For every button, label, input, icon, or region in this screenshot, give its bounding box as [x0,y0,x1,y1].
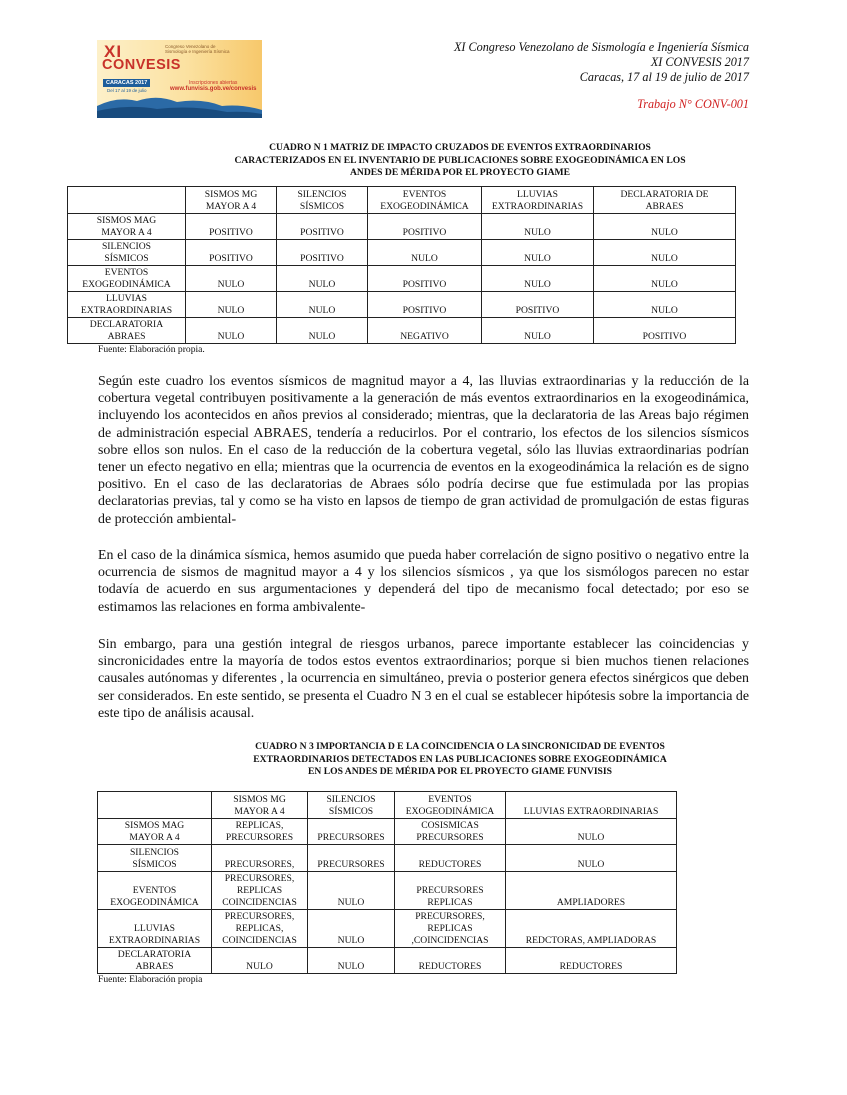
table-cell: POSITIVO [186,240,277,266]
table-cell: REDUCTORES [506,948,677,974]
column-header: SISMOS MG MAYOR A 4 [212,792,308,819]
table-cell: PRECURSORES, REPLICAS COINCIDENCIAS [212,872,308,910]
caption-line: CARACTERIZADOS EN EL INVENTARIO DE PUBLICACIONES SOBRE EXOGEODINÁMICA EN LOS [234,154,686,166]
convesis-logo [97,40,262,118]
table-corner-cell [98,792,212,819]
table-cell: NULO [594,240,736,266]
column-header: LLUVIAS EXTRAORDINARIAS [482,187,594,214]
caption-line: CUADRO N 3 IMPORTANCIA D E LA COINCIDENCIA O LA SINCRONICIDAD DE EVENTOS [255,741,665,752]
table-cell: NULO [308,910,395,948]
column-header: LLUVIAS EXTRAORDINARIAS [506,792,677,819]
table-row [98,872,677,910]
table-cell: NULO [482,266,594,292]
table-cell: PRECURSORES, [212,845,308,872]
row-header: SILENCIOS SÍSMICOS [68,240,186,266]
row-header: DECLARATORIA ABRAES [98,948,212,974]
table-cell: NULO [506,819,677,845]
table-cell: PRECURSORES, REPLICAS ,COINCIDENCIAS [395,910,506,948]
table-cell: POSITIVO [186,214,277,240]
table-cell: REDUCTORES [395,845,506,872]
table-cell: PRECURSORES [308,819,395,845]
table-cell: NULO [186,292,277,318]
table-cell: REDUCTORES [395,948,506,974]
table-cell: NULO [277,266,368,292]
table-cell: POSITIVO [368,266,482,292]
conference-title: XI Congreso Venezolano de Sismología e Ingeniería Sísmica [453,40,749,54]
table3-caption [170,741,750,779]
logo-inscriptions: Inscripciones abiertas [189,80,238,86]
table-row [68,214,736,240]
caption-line: CUADRO N 1 MATRIZ DE IMPACTO CRUZADOS DE EVENTOS EXTRAORDINARIOS [269,142,651,153]
table-cell: NULO [368,240,482,266]
table1-source: Fuente: Elaboración propia. [98,344,205,355]
paragraph: Sin embargo, para una gestión integral de riesgos urbanos, parece importante establecer las coincidencias y sincronicidades entre la mayoría de todos estos eventos extraordinarios; porque si bien muchos tienen relaciones causales autónomas y diferentes , la ocurrencia en simultáneo, previa o posterior genera efectos sinérgicos que deben ser considerados. En este sentido, se presenta el Cuadro N 3 en el cual se establecer hipótesis sobre la importancia de este tipo de análisis acausal. [98,637,749,721]
column-header: DECLARATORIA DE ABRAES [594,187,736,214]
table-cell: NULO [482,318,594,344]
caption-line: EXTRAORDINARIOS DETECTADOS EN LAS PUBLICACIONES SOBRE EXOGEODINÁMICA [253,753,667,765]
column-header: SISMOS MG MAYOR A 4 [186,187,277,214]
conference-dates: Caracas, 17 al 19 de julio de 2017 [579,70,749,84]
row-header: SISMOS MAG MAYOR A 4 [98,819,212,845]
column-header: EVENTOS EXOGEODINÁMICA [368,187,482,214]
table-row [68,318,736,344]
table-cell: PRECURSORES, REPLICAS, COINCIDENCIAS [212,910,308,948]
table-row [98,948,677,974]
caption-line: EN LOS ANDES DE MÉRIDA POR EL PROYECTO GIAME FUNVISIS [308,766,612,777]
table-cell: NULO [186,318,277,344]
table-row [98,910,677,948]
row-header: LLUVIAS EXTRAORDINARIAS [68,292,186,318]
row-header: DECLARATORIA ABRAES [68,318,186,344]
row-header: EVENTOS EXOGEODINÁMICA [98,872,212,910]
row-header: EVENTOS EXOGEODINÁMICA [68,266,186,292]
table-row [68,240,736,266]
conference-edition: XI CONVESIS 2017 [650,55,749,69]
table-cell: NULO [482,240,594,266]
column-header: EVENTOS EXOGEODINÁMICA [395,792,506,819]
table-cell: POSITIVO [368,292,482,318]
table-cell: NULO [277,292,368,318]
table-header-row [68,187,736,214]
mountain-icon [97,92,262,118]
table-row [68,292,736,318]
table-cell: NULO [594,292,736,318]
table3-coincidence-matrix [97,791,677,974]
column-header: SILENCIOS SÍSMICOS [277,187,368,214]
logo-badge: CARACAS 2017 [103,79,150,87]
table-row [68,266,736,292]
table-cell: NULO [594,214,736,240]
column-header: SILENCIOS SÍSMICOS [308,792,395,819]
paragraph: En el caso de la dinámica sísmica, hemos asumido que pueda haber correlación de signo positivo o negativo entre la ocurrencia de sismos de magnitud mayor a 4 y los silencios sísmicos , ya que los sismólogos parecen no estar todavía de acuerdo en sus argumentaciones y dependerá del tipo de mecanismo focal detectado; por eso se estimamos las relaciones en forma ambivalente- [98,548,749,615]
table-corner-cell [68,187,186,214]
paragraph: Según este cuadro los eventos sísmicos de magnitud mayor a 4, las lluvias extraordinarias y la reducción de la cobertura vegetal contribuyen positivamente a la generación de más eventos extraordinarios en la exogeodinámica, incluyendo los acontecidos en años previos al considerado; mientras, que la declaratoria de las Areas bajo régimen de administración especial ABRAES, tendería a reducirlos. Por el contrario, los efectos de los silencios sísmicos sobre ellos son nulos. En el caso de la reducción de la cobertura vegetal, sólo las lluvias extraordinarias podrían tener un efecto negativo en ella; mientras que la ocurrencia de eventos en la exogeodinámica la relación es de signo positivo. En el caso de las declaratorias de Abraes sólo podría decirse que fue estimulada por las propias declaratorias previas, tal y como se ha visto en lapsos de tiempo de gran actividad de promulgación de estas figuras de protección ambiental- [98,374,749,527]
table-cell: AMPLIADORES [506,872,677,910]
table-cell: NULO [186,266,277,292]
table-cell: NULO [212,948,308,974]
table-cell: NULO [594,266,736,292]
logo-congress-text: Congreso Venezolano de Sismología e Ingeniería Sísmica [165,44,230,54]
table-cell: NULO [308,948,395,974]
logo-dates: Del 17 al 19 de julio [107,88,147,93]
table-cell: POSITIVO [482,292,594,318]
table-cell: COSISMICAS PRECURSORES [395,819,506,845]
table-header-row [98,792,677,819]
table-cell: POSITIVO [277,240,368,266]
table-cell: POSITIVO [368,214,482,240]
row-header: LLUVIAS EXTRAORDINARIAS [98,910,212,948]
logo-name: CONVESIS [102,57,181,73]
paper-id: Trabajo N° CONV-001 [637,97,749,111]
table-row [98,819,677,845]
table-row [98,845,677,872]
caption-line: ANDES DE MÉRIDA POR EL PROYECTO GIAME [350,167,570,178]
table1-impact-matrix [67,186,736,344]
row-header: SISMOS MAG MAYOR A 4 [68,214,186,240]
table-cell: REDCTORAS, AMPLIADORAS [506,910,677,948]
table1-caption [170,142,750,180]
table-cell: NULO [506,845,677,872]
table3-source: Fuente: Elaboración propia [98,974,203,985]
table-cell: NULO [277,318,368,344]
logo-roman-numeral: XI [104,42,123,61]
table-cell: POSITIVO [594,318,736,344]
row-header: SILENCIOS SÍSMICOS [98,845,212,872]
table-cell: PRECURSORES [308,845,395,872]
logo-website: www.funvisis.gob.ve/convesis [170,86,257,92]
table-cell: NULO [308,872,395,910]
table-cell: PRECURSORES REPLICAS [395,872,506,910]
table-cell: NEGATIVO [368,318,482,344]
conference-header [454,40,749,85]
table-cell: NULO [482,214,594,240]
table-cell: POSITIVO [277,214,368,240]
table-cell: REPLICAS, PRECURSORES [212,819,308,845]
